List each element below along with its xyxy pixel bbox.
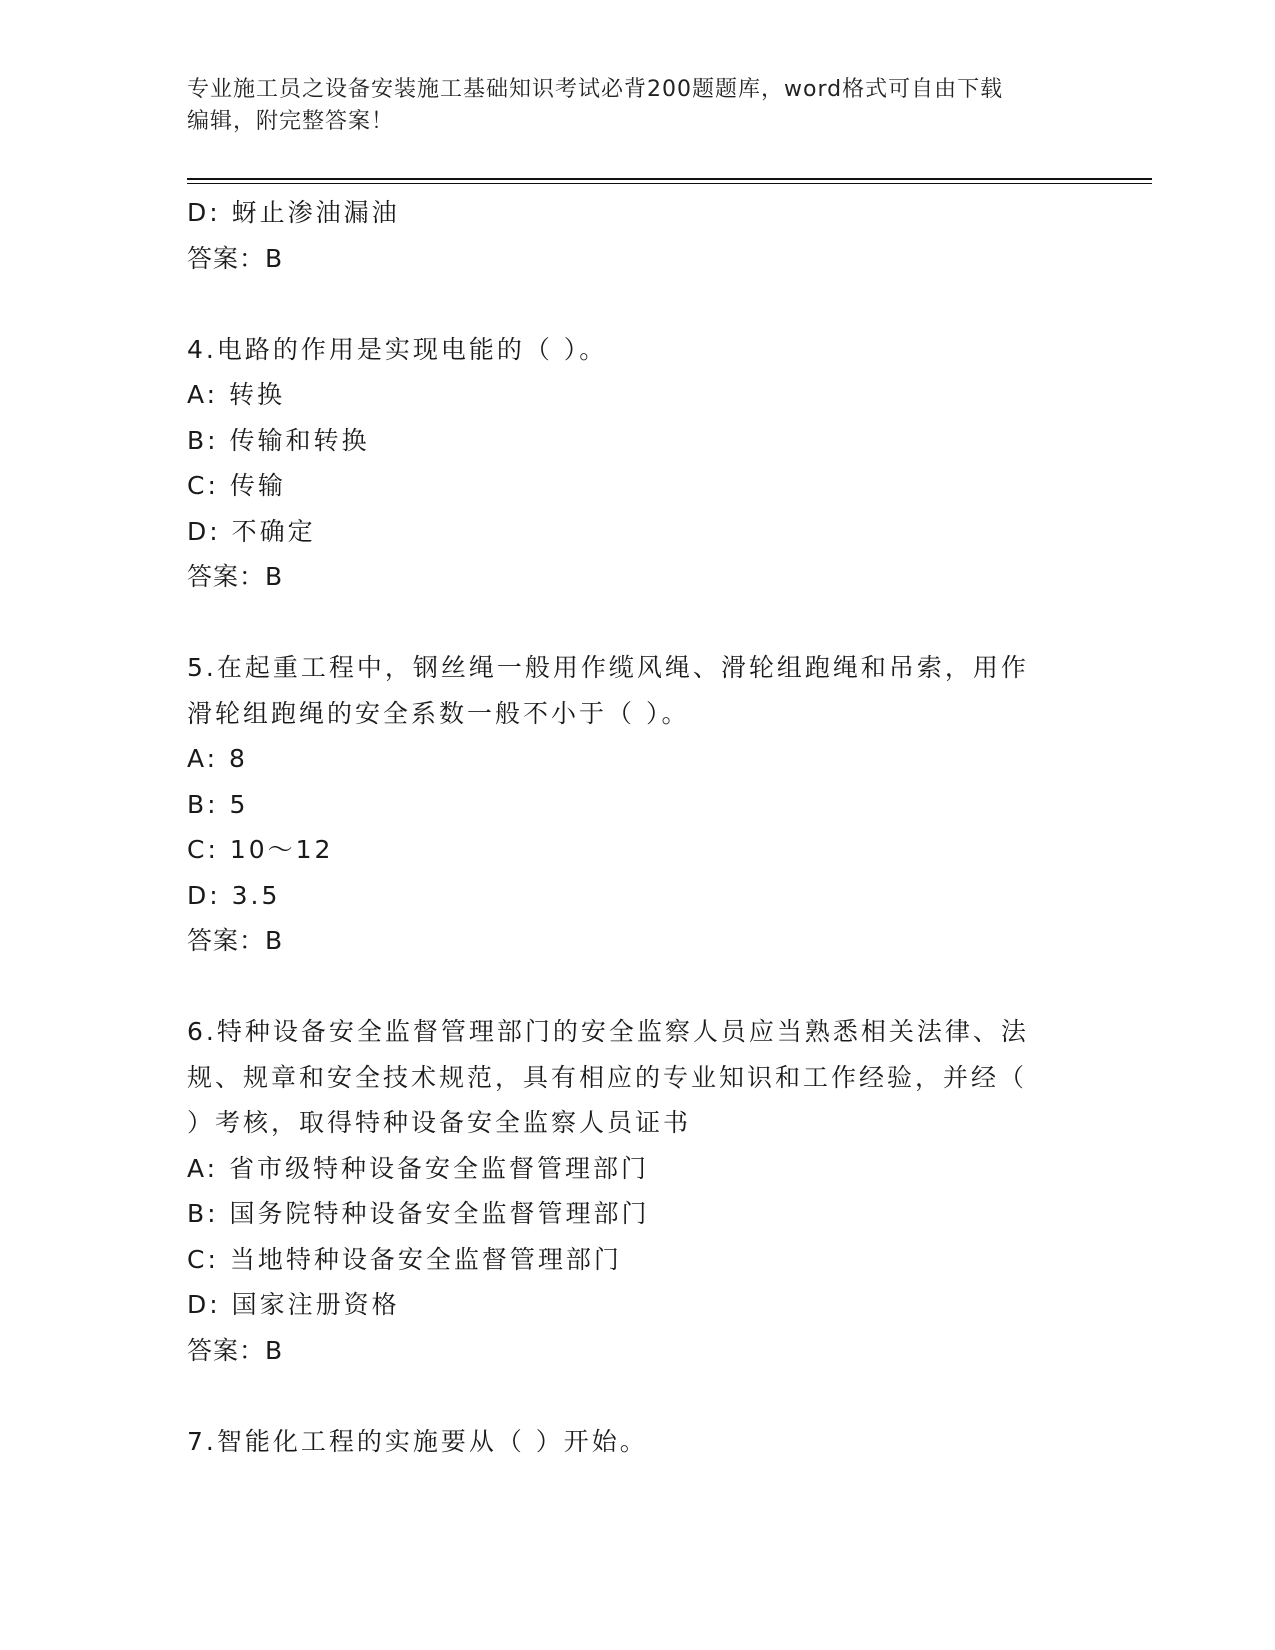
question-text: 滑轮组跑绳的安全系数一般不小于（ ）。 [187,698,690,728]
option-c: C: 10～12 [187,835,334,864]
option-d: D: 不确定 [187,516,316,546]
header-title-line-2: 编辑，附完整答案！ [187,109,395,134]
spacer [187,964,1087,1010]
option-b: B: 传输和转换 [187,425,370,455]
question-5 [187,645,1087,964]
question-3-tail [187,190,1087,281]
question-7 [187,1419,1087,1465]
option-d: D: 蚜止渗油漏油 [187,198,400,227]
question-text: 7.智能化工程的实施要从（ ）开始。 [187,1426,648,1456]
option-b: B: 5 [187,789,249,819]
header-title-line-1: 专业施工员之设备安装施工基础知识考试必背200题题库，word格式可自由下载 [187,77,1004,102]
question-text: 5.在起重工程中，钢丝绳一般用作缆风绳、滑轮组跑绳和吊索，用作 [187,653,1029,682]
document-header [187,74,1087,138]
question-text: 6.特种设备安全监督管理部门的安全监察人员应当熟悉相关法律、法 [187,1017,1029,1046]
question-text: 4.电路的作用是实现电能的（ ）。 [187,334,608,364]
question-4 [187,327,1087,600]
option-a: A: 省市级特种设备安全监督管理部门 [187,1153,650,1183]
spacer [187,281,1087,327]
answer-line: 答案：B [187,243,284,273]
question-text: 规、规章和安全技术规范，具有相应的专业知识和工作经验，并经（ [187,1062,1028,1092]
header-divider-thin [187,183,1152,184]
option-c: C: 当地特种设备安全监督管理部门 [187,1244,622,1274]
question-6 [187,1009,1087,1373]
answer-line: 答案：B [187,926,284,955]
option-a: A: 8 [187,744,248,773]
spacer [187,600,1087,646]
header-divider-thick [187,178,1152,180]
answer-line: 答案：B [187,1335,284,1365]
option-d: D: 3.5 [187,880,281,910]
option-a: A: 转换 [187,380,286,409]
question-list [187,190,1087,1464]
option-c: C: 传输 [187,471,286,500]
option-d: D: 国家注册资格 [187,1290,400,1319]
spacer [187,1373,1087,1419]
option-b: B: 国务院特种设备安全监督管理部门 [187,1199,650,1228]
question-text: ）考核，取得特种设备安全监察人员证书 [187,1108,692,1137]
answer-line: 答案：B [187,562,284,591]
